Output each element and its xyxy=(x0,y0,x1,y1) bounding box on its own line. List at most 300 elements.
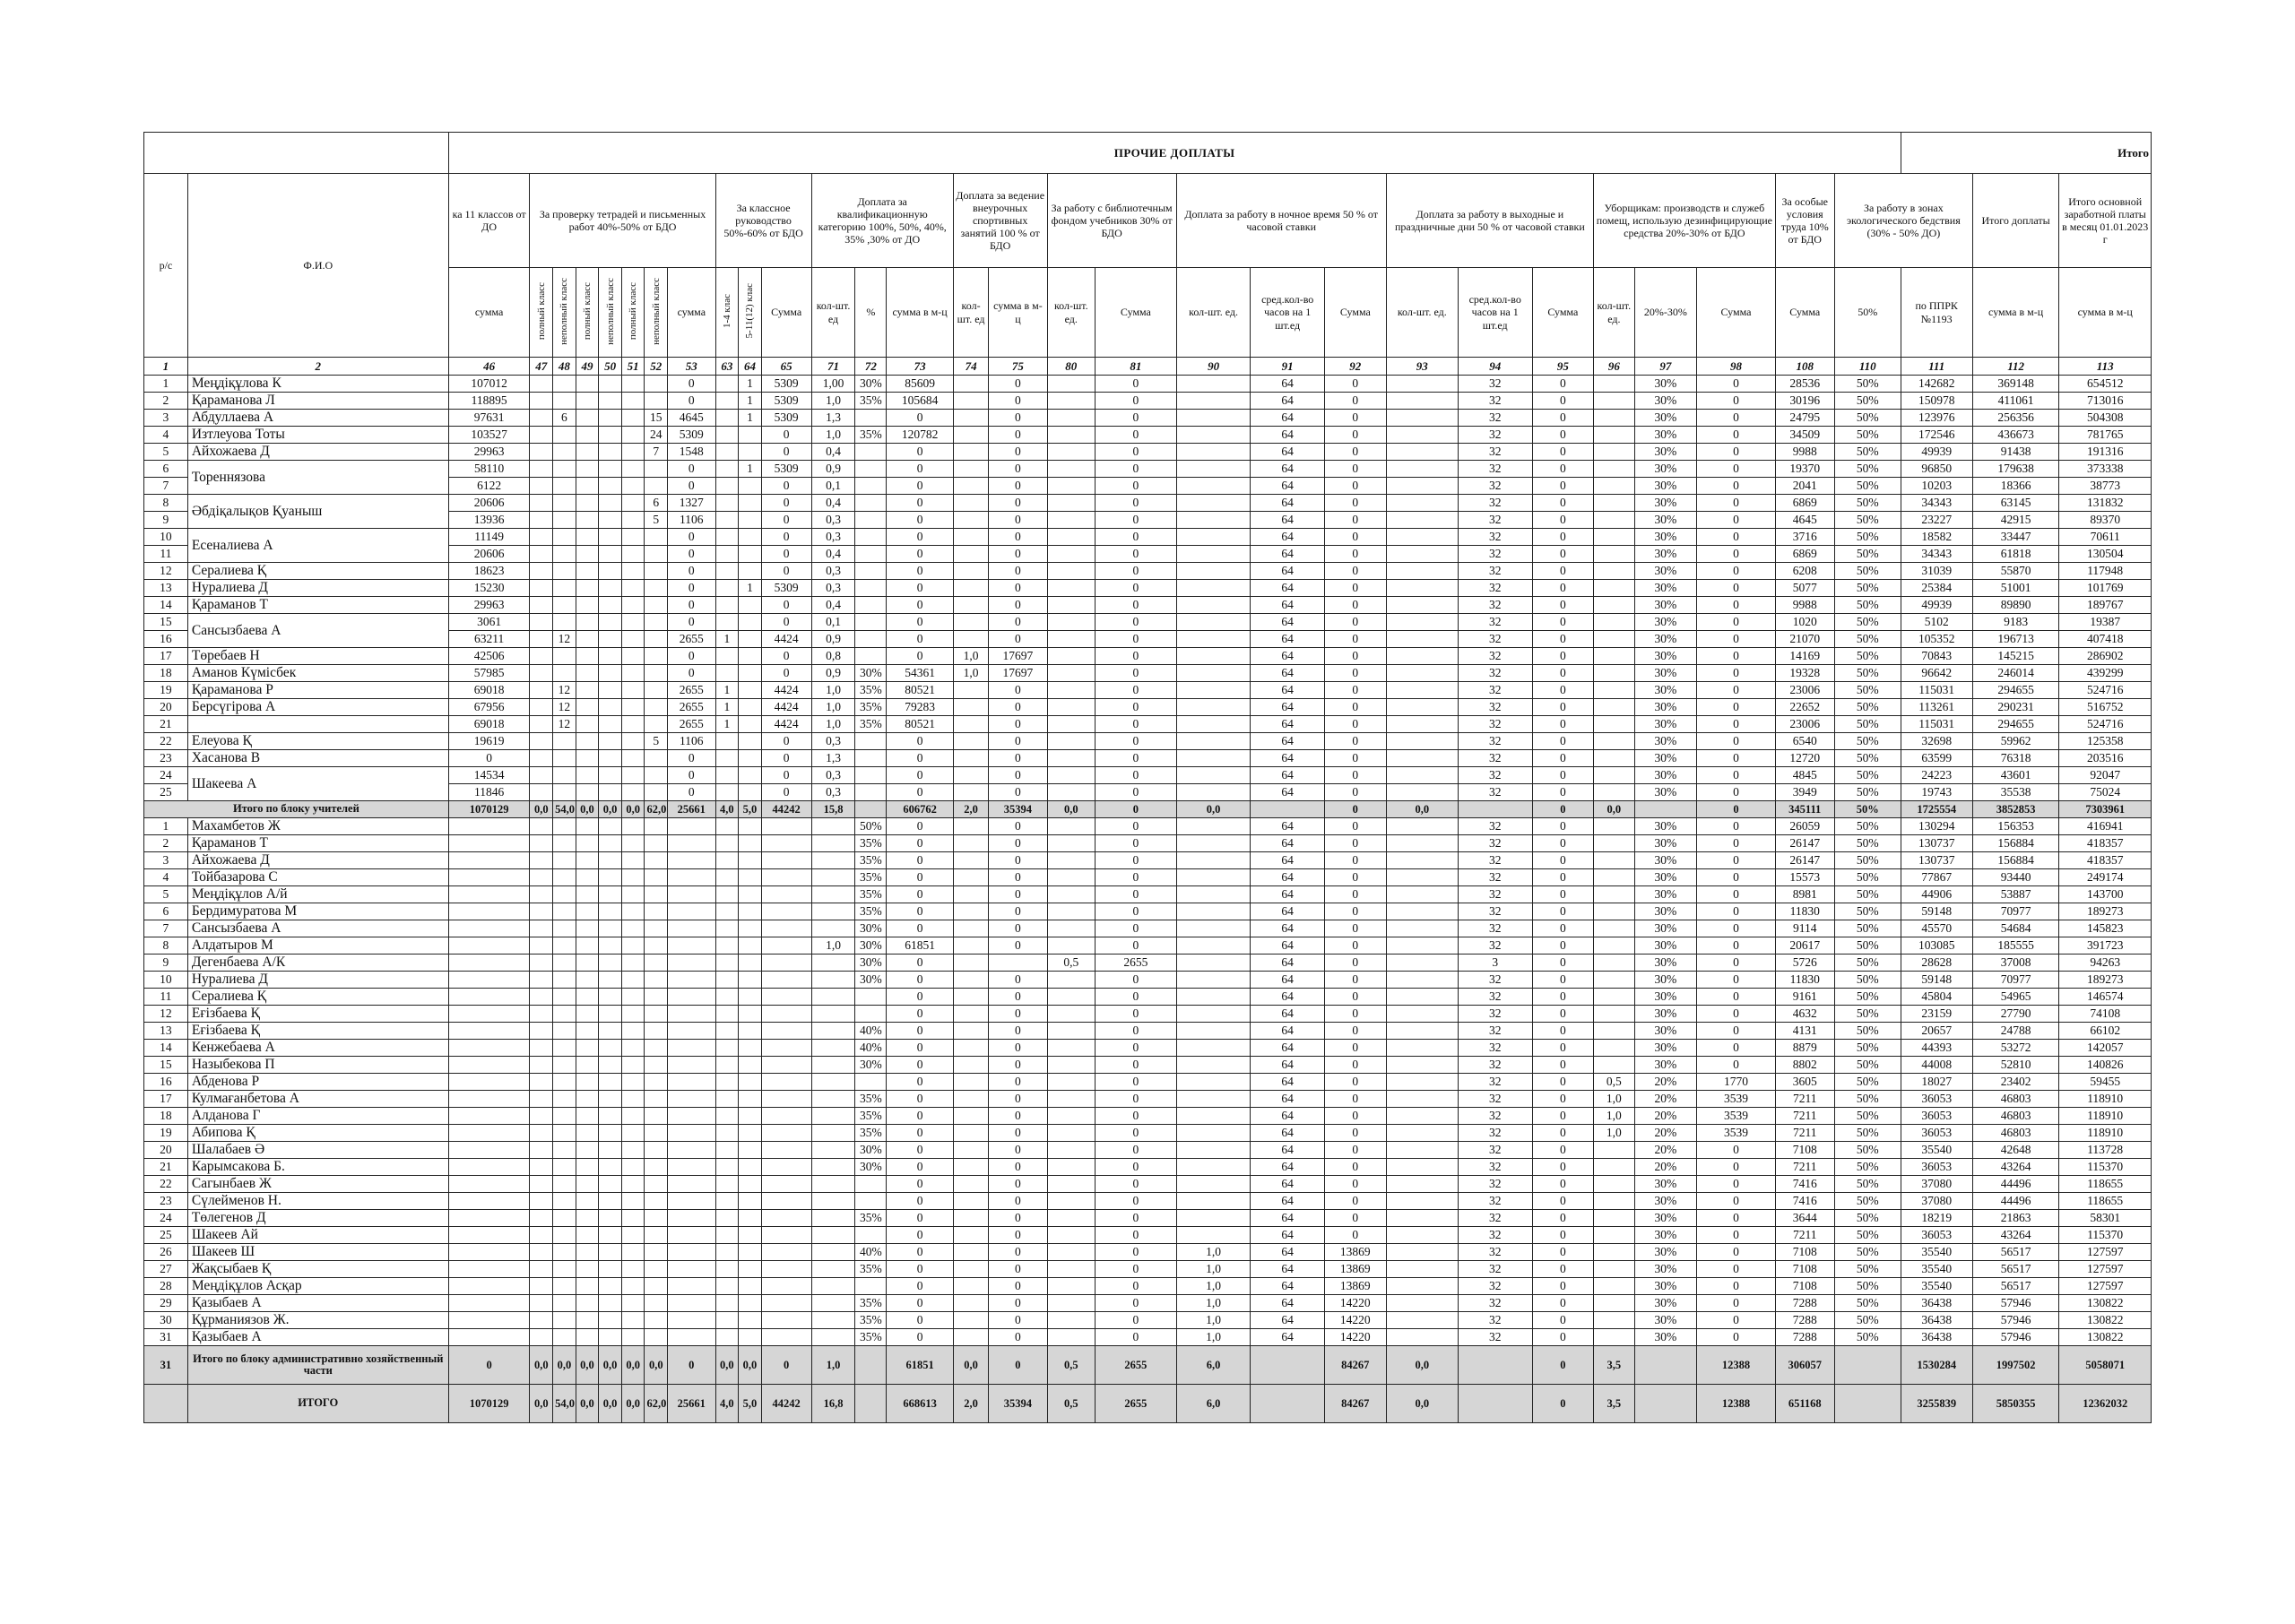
table-cell xyxy=(645,937,668,955)
table-cell: 0,3 xyxy=(811,529,855,546)
table-cell xyxy=(599,682,622,699)
table-cell: 32 xyxy=(1458,665,1532,682)
table-cell: 64 xyxy=(1251,529,1325,546)
table-cell: 5309 xyxy=(761,376,811,393)
table-cell: 20% xyxy=(1634,1142,1697,1159)
table-cell: 0 xyxy=(1096,512,1177,529)
sub-col-label: неполный класс xyxy=(559,277,570,345)
table-cell xyxy=(953,393,989,410)
row-number: 23 xyxy=(144,750,188,767)
table-cell: 32 xyxy=(1458,818,1532,835)
table-cell: 96850 xyxy=(1901,461,1972,478)
table-cell: 0 xyxy=(1532,1159,1594,1176)
row-number: 23 xyxy=(144,1193,188,1210)
sub-col-label: сумма xyxy=(474,306,504,319)
table-cell: 32 xyxy=(1458,835,1532,852)
table-cell: 50% xyxy=(1834,1261,1901,1278)
table-cell: 118910 xyxy=(2059,1108,2152,1125)
col-number: 108 xyxy=(1775,358,1834,376)
employee-name: Әбдіқалықов Қуаныш xyxy=(187,495,448,529)
table-cell: 0,4 xyxy=(811,546,855,563)
table-cell: 30% xyxy=(855,920,887,937)
teachers-total-row xyxy=(144,801,2152,818)
table-cell: 30% xyxy=(855,1057,887,1074)
total-cell xyxy=(855,1346,887,1385)
table-cell: 64 xyxy=(1251,1193,1325,1210)
table-cell: 63599 xyxy=(1901,750,1972,767)
col-number: 94 xyxy=(1458,358,1532,376)
table-cell: 35% xyxy=(855,1210,887,1227)
table-cell: 0 xyxy=(1324,1040,1386,1057)
table-cell xyxy=(530,818,553,835)
table-cell: 7211 xyxy=(1775,1108,1834,1125)
table-cell: Төлегенов Д xyxy=(187,1210,448,1227)
table-cell: 290231 xyxy=(1972,699,2059,716)
grand-total-cell: 16,8 xyxy=(811,1385,855,1423)
sub-col-label: полный класс xyxy=(581,281,593,341)
table-cell xyxy=(761,1210,811,1227)
table-cell: 1,0 xyxy=(1594,1091,1634,1108)
table-cell xyxy=(1047,648,1096,665)
grand-total-cell: 62,0 xyxy=(645,1385,668,1423)
table-cell: 127597 xyxy=(2059,1261,2152,1278)
table-cell xyxy=(645,393,668,410)
table-cell xyxy=(668,1040,716,1057)
table-cell: 156884 xyxy=(1972,852,2059,869)
table-cell xyxy=(1386,1244,1458,1261)
table-cell xyxy=(530,1278,553,1295)
table-cell xyxy=(576,1108,599,1125)
table-cell: 0 xyxy=(1532,937,1594,955)
table-cell: 9988 xyxy=(1775,444,1834,461)
table-cell xyxy=(553,1023,576,1040)
table-cell: 0 xyxy=(1697,512,1775,529)
table-cell: 0 xyxy=(1096,546,1177,563)
table-cell: 524716 xyxy=(2059,682,2152,699)
table-cell xyxy=(1047,1074,1096,1091)
table-cell: 64 xyxy=(1251,427,1325,444)
table-cell xyxy=(645,972,668,989)
row-number: 2 xyxy=(144,835,188,852)
table-cell xyxy=(530,1040,553,1057)
table-cell: 0 xyxy=(1096,886,1177,903)
table-cell xyxy=(1047,972,1096,989)
table-cell xyxy=(1594,1142,1634,1159)
table-cell xyxy=(953,784,989,801)
table-cell xyxy=(1047,869,1096,886)
col-number: 48 xyxy=(553,358,576,376)
table-cell xyxy=(1594,699,1634,716)
table-cell xyxy=(1047,699,1096,716)
table-cell: 30% xyxy=(1634,903,1697,920)
table-cell: 64 xyxy=(1251,461,1325,478)
table-cell: 50% xyxy=(1834,716,1901,733)
table-cell xyxy=(953,1227,989,1244)
table-cell: 0 xyxy=(1324,1176,1386,1193)
table-cell: 15573 xyxy=(1775,869,1834,886)
table-cell: 0 xyxy=(887,1278,953,1295)
table-cell: 32 xyxy=(1458,750,1532,767)
table-cell: 55870 xyxy=(1972,563,2059,580)
table-cell: 0 xyxy=(887,1295,953,1312)
table-cell: 12 xyxy=(553,682,576,699)
table-cell: 8879 xyxy=(1775,1040,1834,1057)
table-cell xyxy=(1176,818,1251,835)
employee-name: Берсүгірова А xyxy=(187,699,448,716)
table-cell: 23159 xyxy=(1901,1006,1972,1023)
table-cell: 30% xyxy=(1634,716,1697,733)
total-cell: 0,0 xyxy=(553,1346,576,1385)
table-cell: 50% xyxy=(1834,648,1901,665)
table-cell xyxy=(621,648,645,665)
total-cell: 0,0 xyxy=(645,1346,668,1385)
table-cell: 50% xyxy=(1834,835,1901,852)
table-cell xyxy=(668,1057,716,1074)
table-cell: 0 xyxy=(761,750,811,767)
table-cell xyxy=(621,972,645,989)
table-cell: 2655 xyxy=(1096,955,1177,972)
table-cell: 1,0 xyxy=(953,665,989,682)
table-cell: 28628 xyxy=(1901,955,1972,972)
table-cell: 50% xyxy=(1834,563,1901,580)
table-cell: Сүлейменов Н. xyxy=(187,1193,448,1210)
table-cell: 64 xyxy=(1251,818,1325,835)
table-cell xyxy=(855,478,887,495)
table-cell xyxy=(553,1312,576,1329)
table-cell: 45570 xyxy=(1901,920,1972,937)
table-cell: 0 xyxy=(887,1329,953,1346)
table-cell: 0 xyxy=(989,631,1047,648)
total-cell: 6,0 xyxy=(1176,1346,1251,1385)
table-cell xyxy=(621,1278,645,1295)
table-cell: 0 xyxy=(1697,1295,1775,1312)
table-cell: 64 xyxy=(1251,1261,1325,1278)
table-cell xyxy=(953,1193,989,1210)
table-cell: 189273 xyxy=(2059,903,2152,920)
table-cell: 85609 xyxy=(887,376,953,393)
table-row xyxy=(144,1023,2152,1040)
table-cell: 0 xyxy=(1096,631,1177,648)
table-cell xyxy=(576,444,599,461)
table-cell xyxy=(1594,648,1634,665)
table-cell: 130737 xyxy=(1901,852,1972,869)
table-cell xyxy=(530,393,553,410)
table-row xyxy=(144,410,2152,427)
group-header: Итого основной заработной платы в месяц 01.01.2023 г xyxy=(2059,174,2152,268)
table-cell xyxy=(715,648,739,665)
total-cell: 0 xyxy=(1096,801,1177,818)
table-cell: 34343 xyxy=(1901,546,1972,563)
table-cell: 6 xyxy=(645,495,668,512)
table-cell xyxy=(811,1176,855,1193)
table-cell xyxy=(576,818,599,835)
table-cell xyxy=(953,920,989,937)
table-cell: 32 xyxy=(1458,989,1532,1006)
table-cell: 0,9 xyxy=(811,461,855,478)
col-number: 65 xyxy=(761,358,811,376)
table-cell xyxy=(576,903,599,920)
table-cell: 101769 xyxy=(2059,580,2152,597)
table-cell: 0 xyxy=(1532,427,1594,444)
table-cell xyxy=(1047,767,1096,784)
row-number: 24 xyxy=(144,767,188,784)
table-cell: 0 xyxy=(1532,393,1594,410)
sub-col-label: Сумма xyxy=(1120,306,1151,319)
table-cell: 30% xyxy=(1634,1193,1697,1210)
table-cell xyxy=(448,1295,530,1312)
row-number: 5 xyxy=(144,886,188,903)
table-cell xyxy=(621,869,645,886)
table-cell: 94263 xyxy=(2059,955,2152,972)
table-cell: 50% xyxy=(1834,1312,1901,1329)
table-cell: 0 xyxy=(887,631,953,648)
table-cell: 0 xyxy=(887,529,953,546)
table-cell xyxy=(645,835,668,852)
table-cell: 0 xyxy=(1697,784,1775,801)
table-cell xyxy=(739,1159,762,1176)
table-cell xyxy=(1386,427,1458,444)
table-row xyxy=(144,1057,2152,1074)
table-cell xyxy=(715,903,739,920)
table-cell xyxy=(599,903,622,920)
table-cell xyxy=(739,920,762,937)
table-cell xyxy=(668,1278,716,1295)
table-cell xyxy=(530,699,553,716)
table-cell xyxy=(1386,393,1458,410)
table-cell: 32 xyxy=(1458,1040,1532,1057)
table-cell xyxy=(953,512,989,529)
table-cell: 52810 xyxy=(1972,1057,2059,1074)
table-cell: 0 xyxy=(989,682,1047,699)
table-cell xyxy=(855,648,887,665)
row-number: 3 xyxy=(144,852,188,869)
table-cell: 0 xyxy=(1096,1159,1177,1176)
table-cell: 56517 xyxy=(1972,1244,2059,1261)
row-number: 7 xyxy=(144,478,188,495)
total-cell: 0 xyxy=(989,1346,1047,1385)
table-cell: 70611 xyxy=(2059,529,2152,546)
table-cell: 64 xyxy=(1251,444,1325,461)
table-cell xyxy=(576,937,599,955)
table-cell: 0 xyxy=(1532,580,1594,597)
table-cell: Шалабаев Ә xyxy=(187,1142,448,1159)
table-cell: 64 xyxy=(1251,767,1325,784)
table-row xyxy=(144,920,2152,937)
table-cell: 0 xyxy=(1697,1142,1775,1159)
table-cell: 0 xyxy=(668,546,716,563)
table-cell xyxy=(553,648,576,665)
table-cell xyxy=(953,495,989,512)
table-cell xyxy=(645,920,668,937)
table-cell: 35% xyxy=(855,682,887,699)
table-cell: 125358 xyxy=(2059,733,2152,750)
total-cell: 0,0 xyxy=(1047,801,1096,818)
table-cell xyxy=(1176,1023,1251,1040)
table-cell xyxy=(621,444,645,461)
row-number: 30 xyxy=(144,1312,188,1329)
table-cell: 0 xyxy=(1697,1329,1775,1346)
table-cell: 0 xyxy=(887,1210,953,1227)
table-row xyxy=(144,1142,2152,1159)
table-cell: 0 xyxy=(1324,750,1386,767)
table-cell xyxy=(448,835,530,852)
table-cell xyxy=(668,972,716,989)
table-cell: 30% xyxy=(1634,920,1697,937)
table-cell: 0 xyxy=(989,563,1047,580)
table-cell: 64 xyxy=(1251,1023,1325,1040)
table-cell xyxy=(1594,1057,1634,1074)
table-cell xyxy=(739,1142,762,1159)
table-cell xyxy=(576,1057,599,1074)
table-cell: 0 xyxy=(1532,478,1594,495)
table-cell xyxy=(576,427,599,444)
table-row xyxy=(144,1210,2152,1227)
total-cell: 0 xyxy=(448,1346,530,1385)
total-cell: 84267 xyxy=(1324,1346,1386,1385)
table-cell xyxy=(761,1125,811,1142)
total-cell: 7303961 xyxy=(2059,801,2152,818)
table-cell: 0 xyxy=(887,972,953,989)
table-cell: 115370 xyxy=(2059,1227,2152,1244)
table-cell: 50% xyxy=(1834,1023,1901,1040)
table-cell xyxy=(530,461,553,478)
table-cell: 0 xyxy=(989,1176,1047,1193)
col-number: 51 xyxy=(621,358,645,376)
table-cell xyxy=(599,393,622,410)
table-cell xyxy=(715,444,739,461)
total-cell: 31 xyxy=(144,1346,188,1385)
table-cell xyxy=(576,1091,599,1108)
sub-col-label: сумма в м-ц xyxy=(2077,306,2133,319)
table-cell xyxy=(621,920,645,937)
table-cell xyxy=(739,427,762,444)
table-cell: 7211 xyxy=(1775,1227,1834,1244)
table-cell xyxy=(621,529,645,546)
table-cell: 1,0 xyxy=(1176,1295,1251,1312)
table-cell xyxy=(761,1091,811,1108)
table-cell: 7288 xyxy=(1775,1295,1834,1312)
col-number: 96 xyxy=(1594,358,1634,376)
table-cell: 3605 xyxy=(1775,1074,1834,1091)
table-cell xyxy=(1386,1159,1458,1176)
table-cell xyxy=(1176,427,1251,444)
table-cell: 0 xyxy=(1532,733,1594,750)
table-cell: 35% xyxy=(855,903,887,920)
table-cell: 0 xyxy=(989,784,1047,801)
sub-col-label: Сумма xyxy=(1339,306,1371,319)
table-cell: 30% xyxy=(1634,1329,1697,1346)
table-cell xyxy=(576,1125,599,1142)
table-cell: 249174 xyxy=(2059,869,2152,886)
table-cell xyxy=(1386,869,1458,886)
table-cell: 0 xyxy=(1096,410,1177,427)
table-cell xyxy=(715,495,739,512)
table-cell: 127597 xyxy=(2059,1244,2152,1261)
table-cell: 0 xyxy=(1324,869,1386,886)
table-cell: 0 xyxy=(989,546,1047,563)
table-cell: 20% xyxy=(1634,1074,1697,1091)
col-number: 97 xyxy=(1634,358,1697,376)
table-cell xyxy=(1594,461,1634,478)
table-cell: 69018 xyxy=(448,682,530,699)
table-cell xyxy=(645,529,668,546)
table-cell: 35% xyxy=(855,699,887,716)
table-cell xyxy=(645,614,668,631)
table-cell xyxy=(1594,478,1634,495)
table-cell: 33447 xyxy=(1972,529,2059,546)
table-cell xyxy=(953,1278,989,1295)
table-cell: 50% xyxy=(1834,461,1901,478)
table-cell: 0 xyxy=(989,1040,1047,1057)
table-cell: 0 xyxy=(1532,835,1594,852)
table-cell: 50% xyxy=(855,818,887,835)
table-cell xyxy=(621,1210,645,1227)
table-cell: 35% xyxy=(855,1091,887,1108)
table-cell: 30% xyxy=(1634,529,1697,546)
table-cell: 0 xyxy=(668,784,716,801)
table-cell: 0 xyxy=(1324,1227,1386,1244)
col-header-number: р/с xyxy=(144,174,188,358)
table-cell xyxy=(1594,1312,1634,1329)
row-number: 24 xyxy=(144,1210,188,1227)
table-cell xyxy=(530,1074,553,1091)
table-cell: 0 xyxy=(761,563,811,580)
table-cell xyxy=(1386,886,1458,903)
table-cell: 0 xyxy=(989,1244,1047,1261)
table-cell: 40% xyxy=(855,1040,887,1057)
table-cell: 54361 xyxy=(887,665,953,682)
table-cell xyxy=(1386,1329,1458,1346)
table-cell xyxy=(761,1193,811,1210)
table-cell: 0 xyxy=(989,886,1047,903)
table-cell xyxy=(621,393,645,410)
table-cell: 0 xyxy=(989,852,1047,869)
table-cell xyxy=(668,869,716,886)
table-cell xyxy=(1176,989,1251,1006)
table-cell xyxy=(855,529,887,546)
table-cell: 0 xyxy=(1697,699,1775,716)
table-cell xyxy=(953,1176,989,1193)
table-cell xyxy=(761,1023,811,1040)
table-cell xyxy=(645,852,668,869)
table-cell: 0 xyxy=(989,699,1047,716)
table-cell xyxy=(599,818,622,835)
table-cell xyxy=(553,1278,576,1295)
table-cell: 0 xyxy=(1324,1125,1386,1142)
table-cell xyxy=(599,1261,622,1278)
table-cell: 0 xyxy=(989,989,1047,1006)
table-cell: 0 xyxy=(1324,1074,1386,1091)
total-cell: 4,0 xyxy=(715,801,739,818)
table-cell: 0 xyxy=(668,461,716,478)
row-number: 17 xyxy=(144,648,188,665)
table-cell xyxy=(553,1074,576,1091)
table-cell: 0 xyxy=(1697,937,1775,955)
table-cell: 0 xyxy=(887,614,953,631)
table-cell: 64 xyxy=(1251,733,1325,750)
table-cell: 50% xyxy=(1834,989,1901,1006)
table-cell: 32 xyxy=(1458,1210,1532,1227)
table-cell xyxy=(530,920,553,937)
grand-total-cell: 54,0 xyxy=(553,1385,576,1423)
table-cell xyxy=(739,1210,762,1227)
table-cell: 50% xyxy=(1834,1006,1901,1023)
table-cell: 32 xyxy=(1458,972,1532,989)
grand-total-cell: 0,0 xyxy=(1386,1385,1458,1423)
table-cell: 0 xyxy=(1697,1244,1775,1261)
table-cell: 0 xyxy=(1324,937,1386,955)
table-row xyxy=(144,648,2152,665)
